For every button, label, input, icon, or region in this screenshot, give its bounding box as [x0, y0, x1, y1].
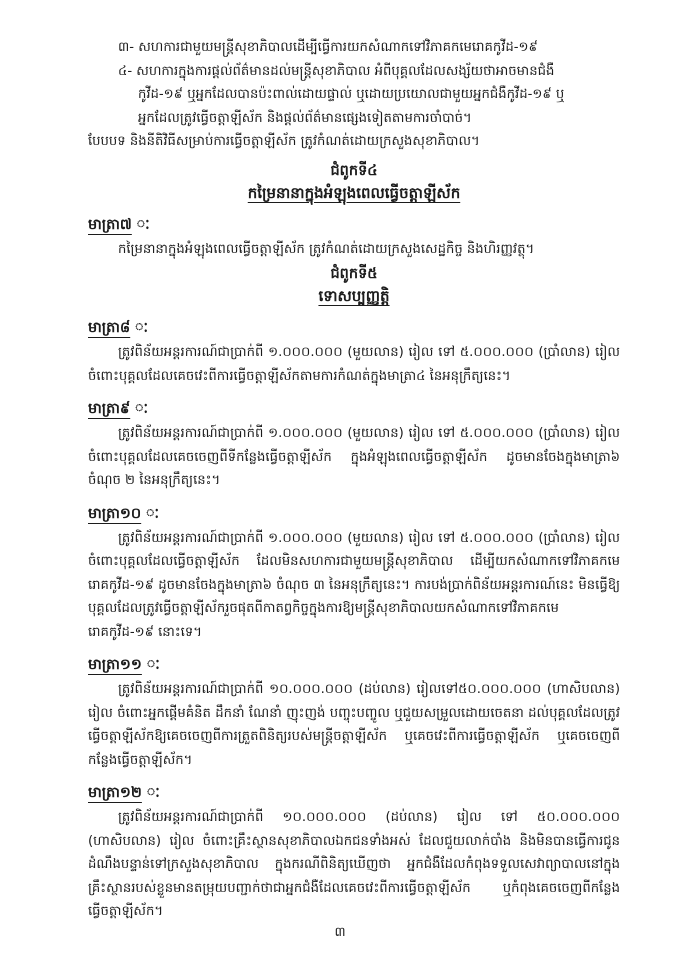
- article-8: [88, 315, 620, 388]
- article-11-label: មាត្រា១១: [88, 657, 142, 673]
- article-12: [88, 780, 620, 924]
- page-number: ៣: [334, 925, 346, 940]
- article-9: [88, 396, 620, 493]
- intro-section: [88, 36, 620, 130]
- article-12-heading: [88, 780, 620, 806]
- article-11: [88, 652, 620, 772]
- article-10: [88, 501, 620, 645]
- article-11-body: ត្រូវពិន័យអន្តរការណ៍ជាប្រាក់ពី ១០.០០០.០០០ (ដប់លាន) រៀលទៅ៥០.០០០.០០០ (ហាសិបលាន) រៀល ចំពោះអ្នកផ្តើមគំនិត ដឹកនាំ ណែនាំ ញុះញង់ បញ្ចុះបញ្ចូល ឬជួយសម្រួលដោយចេតនា ដល់បុគ្គលដែលត្រូវធ្វើចត្តាឡីស័កឱ្យគេចចេញពីការត្រួតពិនិត្យរបស់មន្ត្រីចត្តាឡីស័ក ឬគេចវេះពីការធ្វើចត្តាឡីស័ក ឬគេចចេញពីកន្លែងធ្វើចត្តាឡីស័ក។: [88, 682, 620, 768]
- article-7-body: កម្រៃនានាក្នុងអំឡុងពេលធ្វើចត្តាឡីស័ក ត្រូវកំណត់ដោយក្រសួងសេដ្ឋកិច្ច និងហិរញ្ញវត្ថុ។: [118, 241, 535, 257]
- chapter-5-number: ជំពូកទី៥: [330, 266, 378, 282]
- article-10-label: មាត្រា១០: [88, 505, 142, 522]
- article-8-label: មាត្រា៨: [88, 320, 131, 336]
- chapter-4-title: កម្រៃនានាក្នុងអំឡុងពេលធ្វើចត្តាឡីស័ក: [247, 183, 461, 202]
- chapter-5-title: ទោសប្បញ្ញត្តិ: [318, 287, 390, 305]
- intro-item-4-line-3: អ្នកដែលត្រូវធ្វើចត្តាឡីស័ក និងផ្តល់ព័ត៌មានផ្សេងទៀតតាមការចាំបាច់។: [138, 110, 472, 126]
- article-7-suffix: ៈ: [131, 216, 150, 233]
- article-9-heading: [88, 396, 620, 422]
- article-7-label: មាត្រា៧: [88, 216, 132, 233]
- chapter-4-number: ជំពូកទី៤: [330, 162, 378, 179]
- article-9-body: ត្រូវពិន័យអន្តរការណ៍ជាប្រាក់ពី ១.០០០.០០០ (មួយលាន) រៀល ទៅ ៥.០០០.០០០ (ប្រាំលាន) រៀល ចំពោះបុគ្គលដែលគេចចេញពីទីកន្លែងធ្វើចត្តាឡីស័ក ក្នុងអំឡុងពេលធ្វើចត្តាឡីស័ក ដូចមានចែងក្នុងមាត្រា៦ ចំណុច ២ នៃអនុក្រឹត្យនេះ។: [88, 426, 620, 488]
- intro-item-3: ៣- សហការជាមួយមន្ត្រីសុខាភិបាលដើម្បីធ្វើការយកសំណាកទៅវិភាគកមេរោគកូវីដ-១៩: [118, 40, 538, 55]
- article-10-body: ត្រូវពិន័យអន្តរការណ៍ជាប្រាក់ពី ១.០០០.០០០ (មួយលាន) រៀល ទៅ ៥.០០០.០០០ (ប្រាំលាន) រៀល ចំពោះបុគ្គលដែលធ្វើចត្តាឡីស័ក ដែលមិនសហការជាមួយមន្ត្រីសុខាភិបាល ដើម្បីយកសំណាកទៅវិភាគកមេរោគកូវីដ-១៩ ដូចមានចែងក្នុងមាត្រា៦ ចំណុច ៣ នៃអនុក្រឹត្យនេះ។ ការបង់ប្រាក់ពិន័យអន្តរការណ៍នេះ មិនធ្វើឱ្យបុគ្គលដែលត្រូវធ្វើចត្តាឡីស័ករួចផុតពីកាតព្វកិច្ចក្នុងការឱ្យមន្ត្រីសុខាភិបាលយកសំណាកទៅវិភាគកមេរោគកូវីដ-១៩ នោះទេ។: [88, 530, 620, 640]
- intro-closing: បែបបទ និងនីតិវិធីសម្រាប់ការធ្វើចត្តាឡីស័ក ត្រូវកំណត់ដោយក្រសួងសុខាភិបាល។: [88, 134, 480, 149]
- article-7: [88, 212, 620, 262]
- article-8-heading: [88, 315, 620, 341]
- article-8-body: ត្រូវពិន័យអន្តរការណ៍ជាប្រាក់ពី ១.០០០.០០០ (មួយលាន) រៀល ទៅ ៥.០០០.០០០ (ប្រាំលាន) រៀល ចំពោះបុគ្គលដែលគេចវេះពីការធ្វើចត្តាឡីស័កតាមការកំណត់ក្នុងមាត្រា៤ នៃអនុក្រឹត្យនេះ។: [88, 345, 620, 384]
- article-7-heading: [88, 212, 620, 238]
- article-12-label: មាត្រា១២: [88, 785, 142, 801]
- chapter-5: [88, 263, 620, 307]
- article-8-suffix: ៈ: [130, 320, 149, 336]
- intro-item-4-line-1: ៤- សហការក្នុងការផ្តល់ព័ត៌មានដល់មន្ត្រីសុខាភិបាល អំពីបុគ្គលដែលសង្ស័យថាអាចមានជំងឺ: [118, 63, 555, 79]
- article-10-suffix: ៈ: [141, 505, 160, 522]
- article-9-suffix: ៈ: [130, 401, 149, 417]
- article-12-suffix: ៈ: [141, 785, 160, 801]
- article-9-label: មាត្រា៩: [88, 401, 131, 417]
- article-10-heading: [88, 501, 620, 527]
- article-11-heading: [88, 652, 620, 678]
- article-12-body: ត្រូវពិន័យអន្តរការណ៍ជាប្រាក់ពី ១០.០០០.០០០ (ដប់លាន) រៀល ទៅ ៥០.០០០.០០០ (ហាសិបលាន) រៀល ចំពោះគ្រឹះស្ថានសុខាភិបាលឯកជនទាំងអស់ ដែលជួយលាក់បាំង និងមិនបានធ្វើការជូនដំណឹងបន្ទាន់ទៅក្រសួងសុខាភិបាល ក្នុងករណីពិនិត្យឃើញថា អ្នកជំងឺដែលកំពុងទទួលសេវាព្យាបាលនៅក្នុងគ្រឹះស្ថានរបស់ខ្លួនមានតម្រុយបញ្ជាក់ថាជាអ្នកជំងឺដែលគេចវេះពីការធ្វើចត្តាឡីស័ក ឬកំពុងគេចចេញពីកន្លែងធ្វើចត្តាឡីស័ក។: [88, 810, 620, 919]
- chapter-4: [88, 160, 620, 204]
- article-11-suffix: ៈ: [141, 657, 160, 673]
- intro-item-4-line-2: កូវីដ-១៩ ឬអ្នកដែលបានប៉ះពាល់ដោយផ្ទាល់ ឬដោយប្រយោលជាមួយអ្នកជំងឺកូវីដ-១៩ ឬ: [138, 87, 565, 102]
